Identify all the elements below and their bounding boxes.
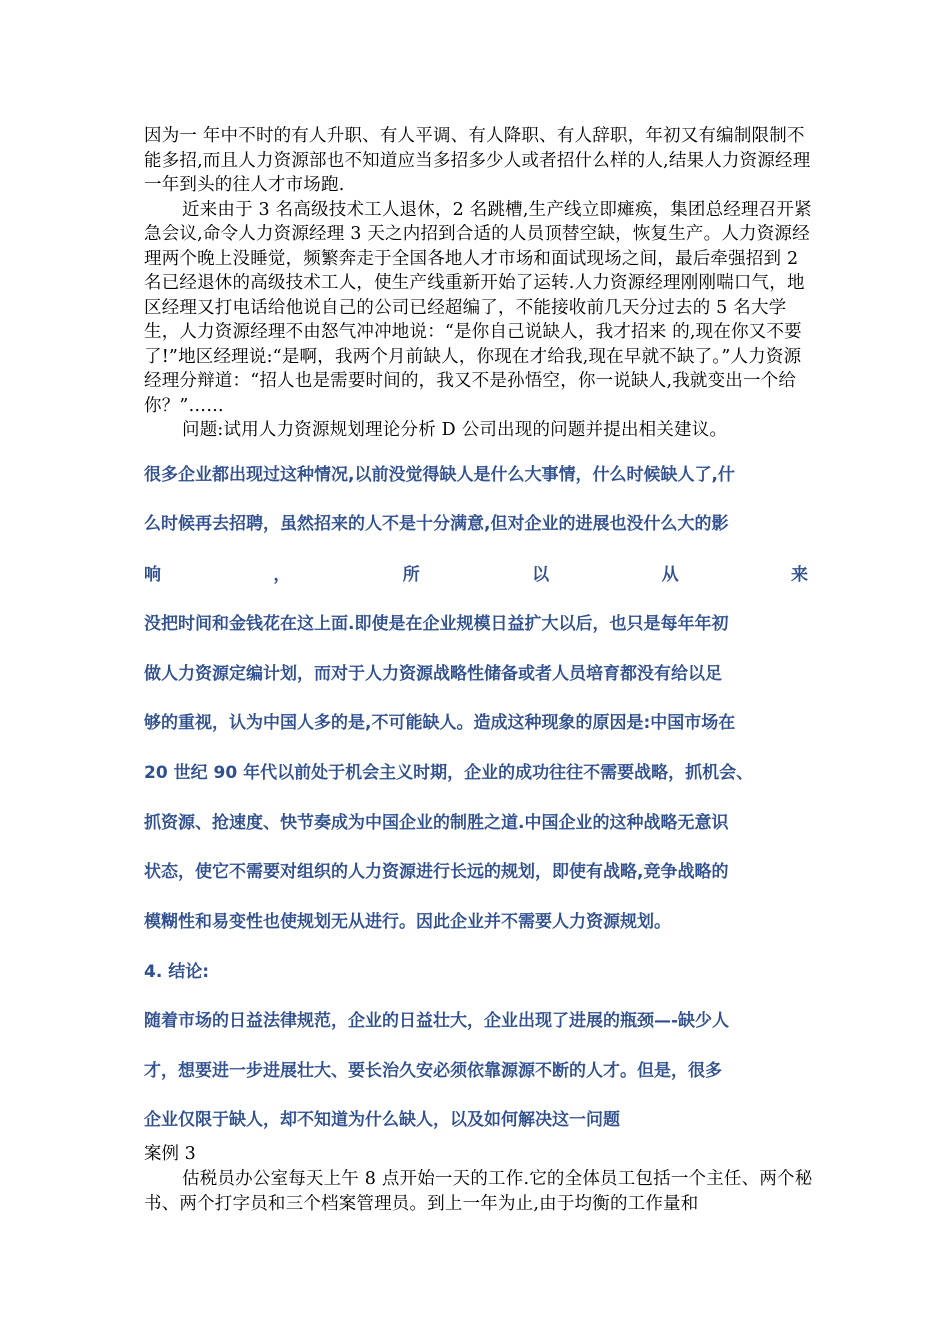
case-3-title: 案例 3: [144, 1144, 196, 1164]
case-3-paragraph: 估税员办公室每天上午 8 点开始一天的工作.它的全体员工包括一个主任、两个秘书、两个打字员和三个档案管理员。到上一年为止,由于均衡的工作量和: [144, 1169, 813, 1214]
paragraph-2: 近来由于 3 名高级技术工人退休，2 名跳槽,生产线立即瘫痪，集团总经理召开紧急会议,命令人力资源经理 3 天之内招到合适的人员顶替空缺，恢复生产。人力资源经理两个晚上没睡觉，频繁奔走于全国各地人才市场和面试现场之间，最后牵强招到 2 名已经退休的高级技术工人，使生产线重新开始了运转.人力资源经理刚刚喘口气，地区经理又打电话给他说自己的公司已经超编了，不能接收前几天分过去的 5 名大学生，人力资源经理不由怒气冲冲地说：“是你自己说缺人，我才招来 的,现在你又不要了!”地区经理说:“是啊，我两个月前缺人，你现在才给我,现在早就不缺了。”人力资源经理分辩道：“招人也是需要时间的，我又不是孙悟空，你一说缺人,我就变出一个给你？”……: [144, 199, 812, 416]
case-3-text-block: [144, 1167, 816, 1216]
spread-char: ，: [273, 565, 291, 585]
conclusion-heading: 4. 结论:: [144, 962, 210, 982]
analysis-line-6: 20 世纪 90 年代以前处于机会主义时期，企业的成功往往不需要战略，抓机会、: [144, 763, 754, 783]
spread-char: 响: [144, 565, 161, 585]
conclusion-line-3: 企业仅限于缺人，却不知道为什么缺人，以及如何解决这一问题: [144, 1110, 620, 1130]
analysis-line-1: 很多企业都出现过这种情况,以前没觉得缺人是什么大事情，什么时候缺人了,什: [144, 465, 735, 485]
analysis-line-5: 够的重视，认为中国人多的是,不可能缺人。造成这种现象的原因是:中国市场在: [144, 713, 736, 733]
analysis-line-2: 么时候再去招聘，虽然招来的人不是十分满意,但对企业的进展也没什么大的影: [144, 514, 729, 534]
analysis-line-8: 状态，使它不需要对组织的人力资源进行长远的规划，即使有战略,竞争战略的: [144, 862, 729, 882]
spread-char: 所: [402, 565, 420, 585]
question-paragraph: 问题:试用人力资源规划理论分析 D 公司出现的问题并提出相关建议。: [182, 420, 728, 440]
paragraph-1: 因为一 年中不时的有人升职、有人平调、有人降职、有人辞职，年初又有编制限制不能多招,而且人力资源部也不知道应当多招多少人或者招什么样的人,结果人力资源经理一年到头的往人才市场跑.: [144, 126, 811, 195]
analysis-line-9: 模糊性和易变性也使规划无从进行。因此企业并不需要人力资源规划。: [144, 912, 671, 932]
spread-char: 来: [790, 565, 808, 585]
analysis-line-7: 抓资源、抢速度、快节奏成为中国企业的制胜之道.中国企业的这种战略无意识: [144, 813, 729, 833]
spread-char: 从: [661, 565, 679, 585]
conclusion-line-1: 随着市场的日益法律规范，企业的日益壮大，企业出现了进展的瓶颈—-缺少人: [144, 1011, 730, 1031]
spread-char: 以: [532, 565, 550, 585]
analysis-line-4: 做人力资源定编计划，而对于人力资源战略性储备或者人员培育都没有给以足: [144, 664, 722, 684]
analysis-line-3: 没把时间和金钱花在这上面.即使是在企业规模日益扩大以后，也只是每年年初: [144, 614, 729, 634]
analysis-spread-line: [144, 563, 808, 587]
conclusion-line-2: 才，想要进一步进展壮大、要长治久安必须依靠源源不断的人才。但是，很多: [144, 1061, 722, 1081]
case-text-block: [144, 124, 816, 443]
